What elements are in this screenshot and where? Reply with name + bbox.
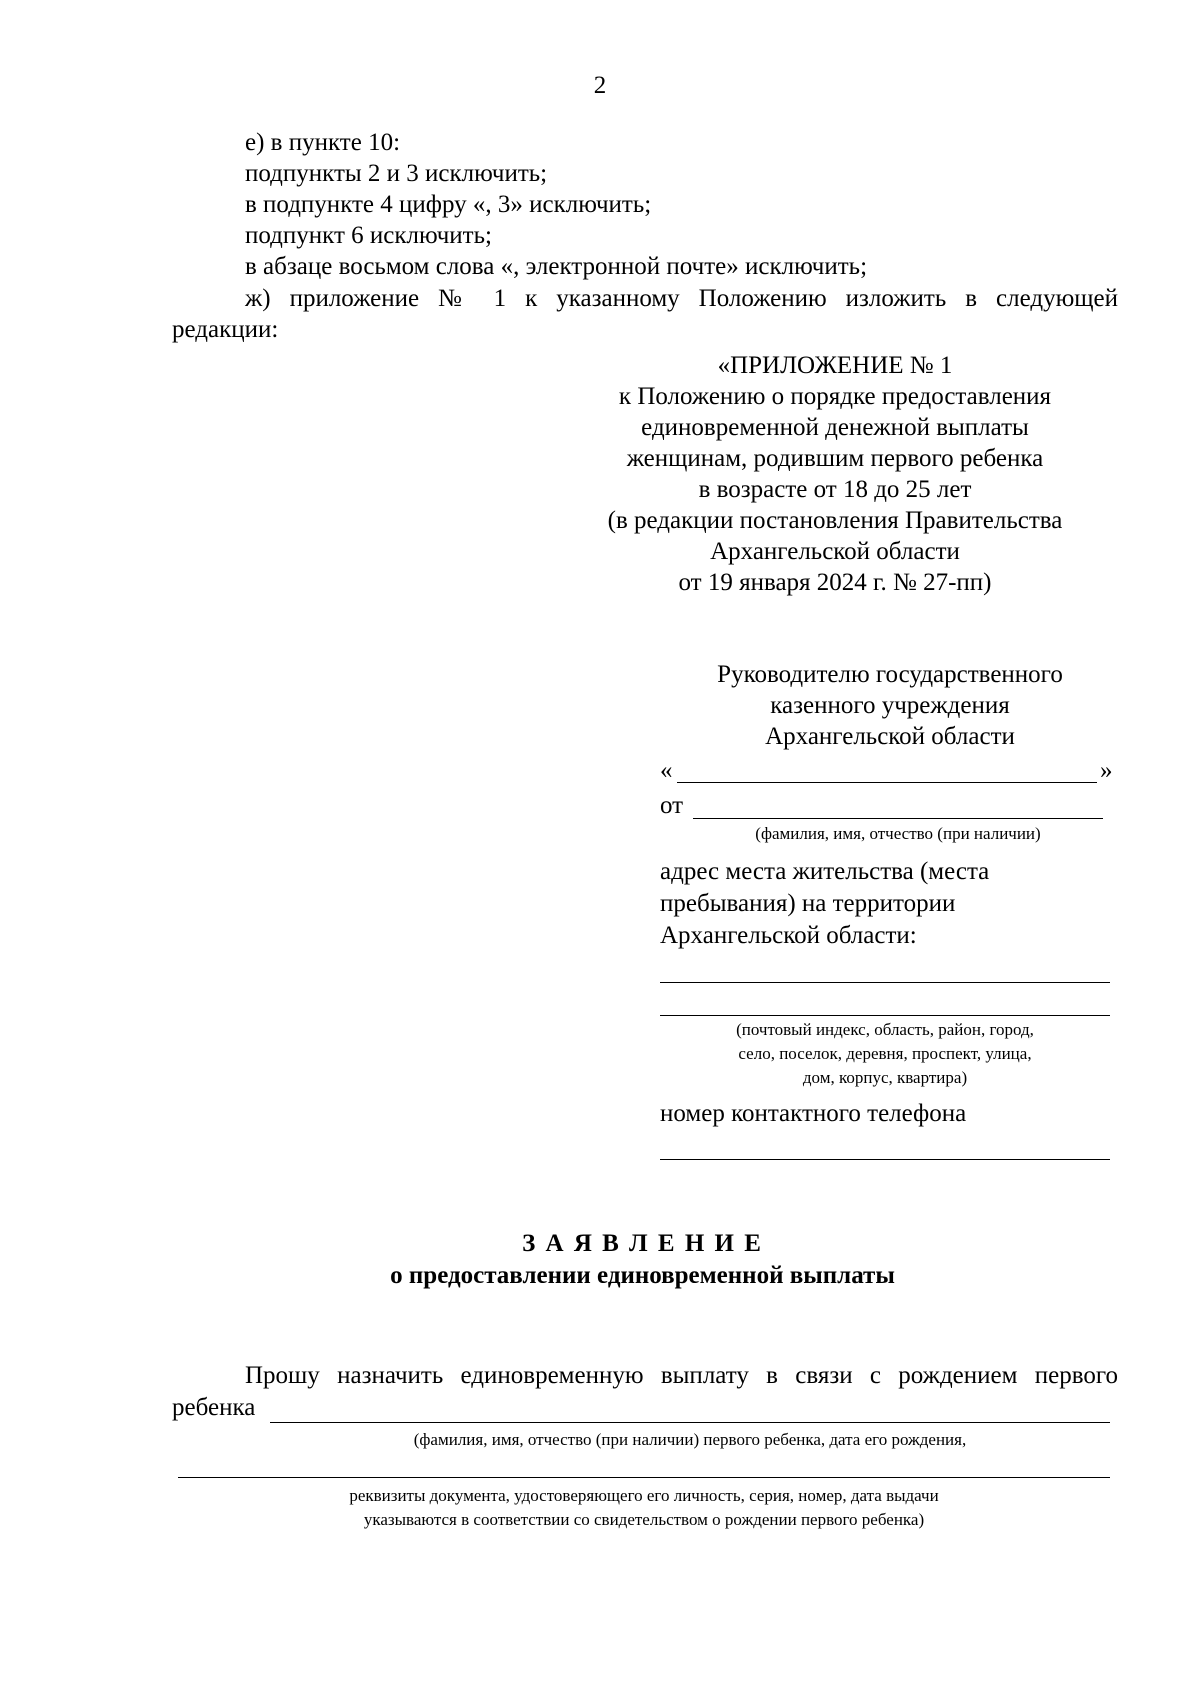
child-document-caption	[178, 1484, 1110, 1532]
address-field-2[interactable]	[660, 1015, 1110, 1016]
amendment-line: в абзаце восьмом слова «, электронной почте» исключить;	[245, 253, 868, 280]
amendment-line: подпункт 6 исключить;	[245, 222, 492, 249]
from-label: от	[660, 792, 684, 819]
appendix-line: единовременной денежной выплаты	[641, 414, 1029, 441]
appendix-header	[560, 350, 1110, 598]
address-label	[660, 856, 989, 952]
appendix-line: Архангельской области	[710, 538, 960, 565]
addressee-block	[660, 659, 1120, 752]
appendix-line: в возрасте от 18 до 25 лет	[698, 476, 972, 503]
applicant-name-caption: (фамилия, имя, отчество (при наличии)	[755, 824, 1041, 843]
address-caption-line: село, поселок, деревня, проспект, улица,	[738, 1044, 1032, 1063]
statement-title: З А Я В Л Е Н И Е	[522, 1230, 763, 1257]
institution-name-field[interactable]	[677, 782, 1097, 783]
request-line: Прошу назначить единовременную выплату в связи с рождением первого	[245, 1362, 1118, 1389]
address-label-line: Архангельской области:	[660, 922, 917, 949]
child-document-caption-line: реквизиты документа, удостоверяющего его личность, серия, номер, дата выдачи	[349, 1486, 939, 1505]
appendix-title: «ПРИЛОЖЕНИЕ № 1	[717, 352, 953, 379]
appendix-line: от 19 января 2024 г. № 27-пп)	[678, 569, 992, 596]
appendix-line: (в редакции постановления Правительства	[607, 507, 1063, 534]
quote-close: »	[1100, 757, 1113, 784]
address-caption-line: (почтовый индекс, область, район, город,	[736, 1020, 1034, 1039]
address-label-line: пребывания) на территории	[660, 890, 956, 917]
addressee-line: Руководителю государственного	[717, 661, 1063, 688]
phone-field[interactable]	[660, 1159, 1110, 1160]
address-field-1[interactable]	[660, 982, 1110, 983]
child-info-field-2[interactable]	[178, 1477, 1110, 1478]
appendix-line: к Положению о порядке предоставления	[618, 383, 1052, 410]
address-caption	[660, 1018, 1110, 1090]
phone-label: номер контактного телефона	[660, 1100, 967, 1127]
amendment-line: в подпункте 4 цифру «, 3» исключить;	[245, 191, 652, 218]
quote-open: «	[660, 757, 673, 784]
child-label: ребенка	[172, 1394, 256, 1421]
child-info-caption: (фамилия, имя, отчество (при наличии) первого ребенка, дата его рождения,	[413, 1430, 967, 1449]
amendment-zh: ж) приложение № 1 к указанному Положению изложить в следующей	[245, 285, 1118, 312]
appendix-line: женщинам, родившим первого ребенка	[626, 445, 1044, 472]
child-info-field-1[interactable]	[270, 1422, 1110, 1423]
address-label-line: адрес места жительства (места	[660, 858, 990, 885]
child-document-caption-line: указываются в соответствии со свидетельством о рождении первого ребенка)	[363, 1510, 925, 1529]
addressee-line: казенного учреждения	[770, 692, 1010, 719]
address-caption-line: дом, корпус, квартира)	[802, 1068, 968, 1087]
applicant-name-field[interactable]	[693, 818, 1103, 819]
statement-subtitle: о предоставлении единовременной выплаты	[390, 1262, 895, 1289]
amendment-line: подпункты 2 и 3 исключить;	[245, 160, 548, 187]
amendment-e: е) в пункте 10:	[245, 129, 401, 156]
page-number: 2	[593, 72, 607, 99]
amendment-zh-continuation: редакции:	[172, 316, 279, 343]
addressee-line: Архангельской области	[765, 723, 1015, 750]
